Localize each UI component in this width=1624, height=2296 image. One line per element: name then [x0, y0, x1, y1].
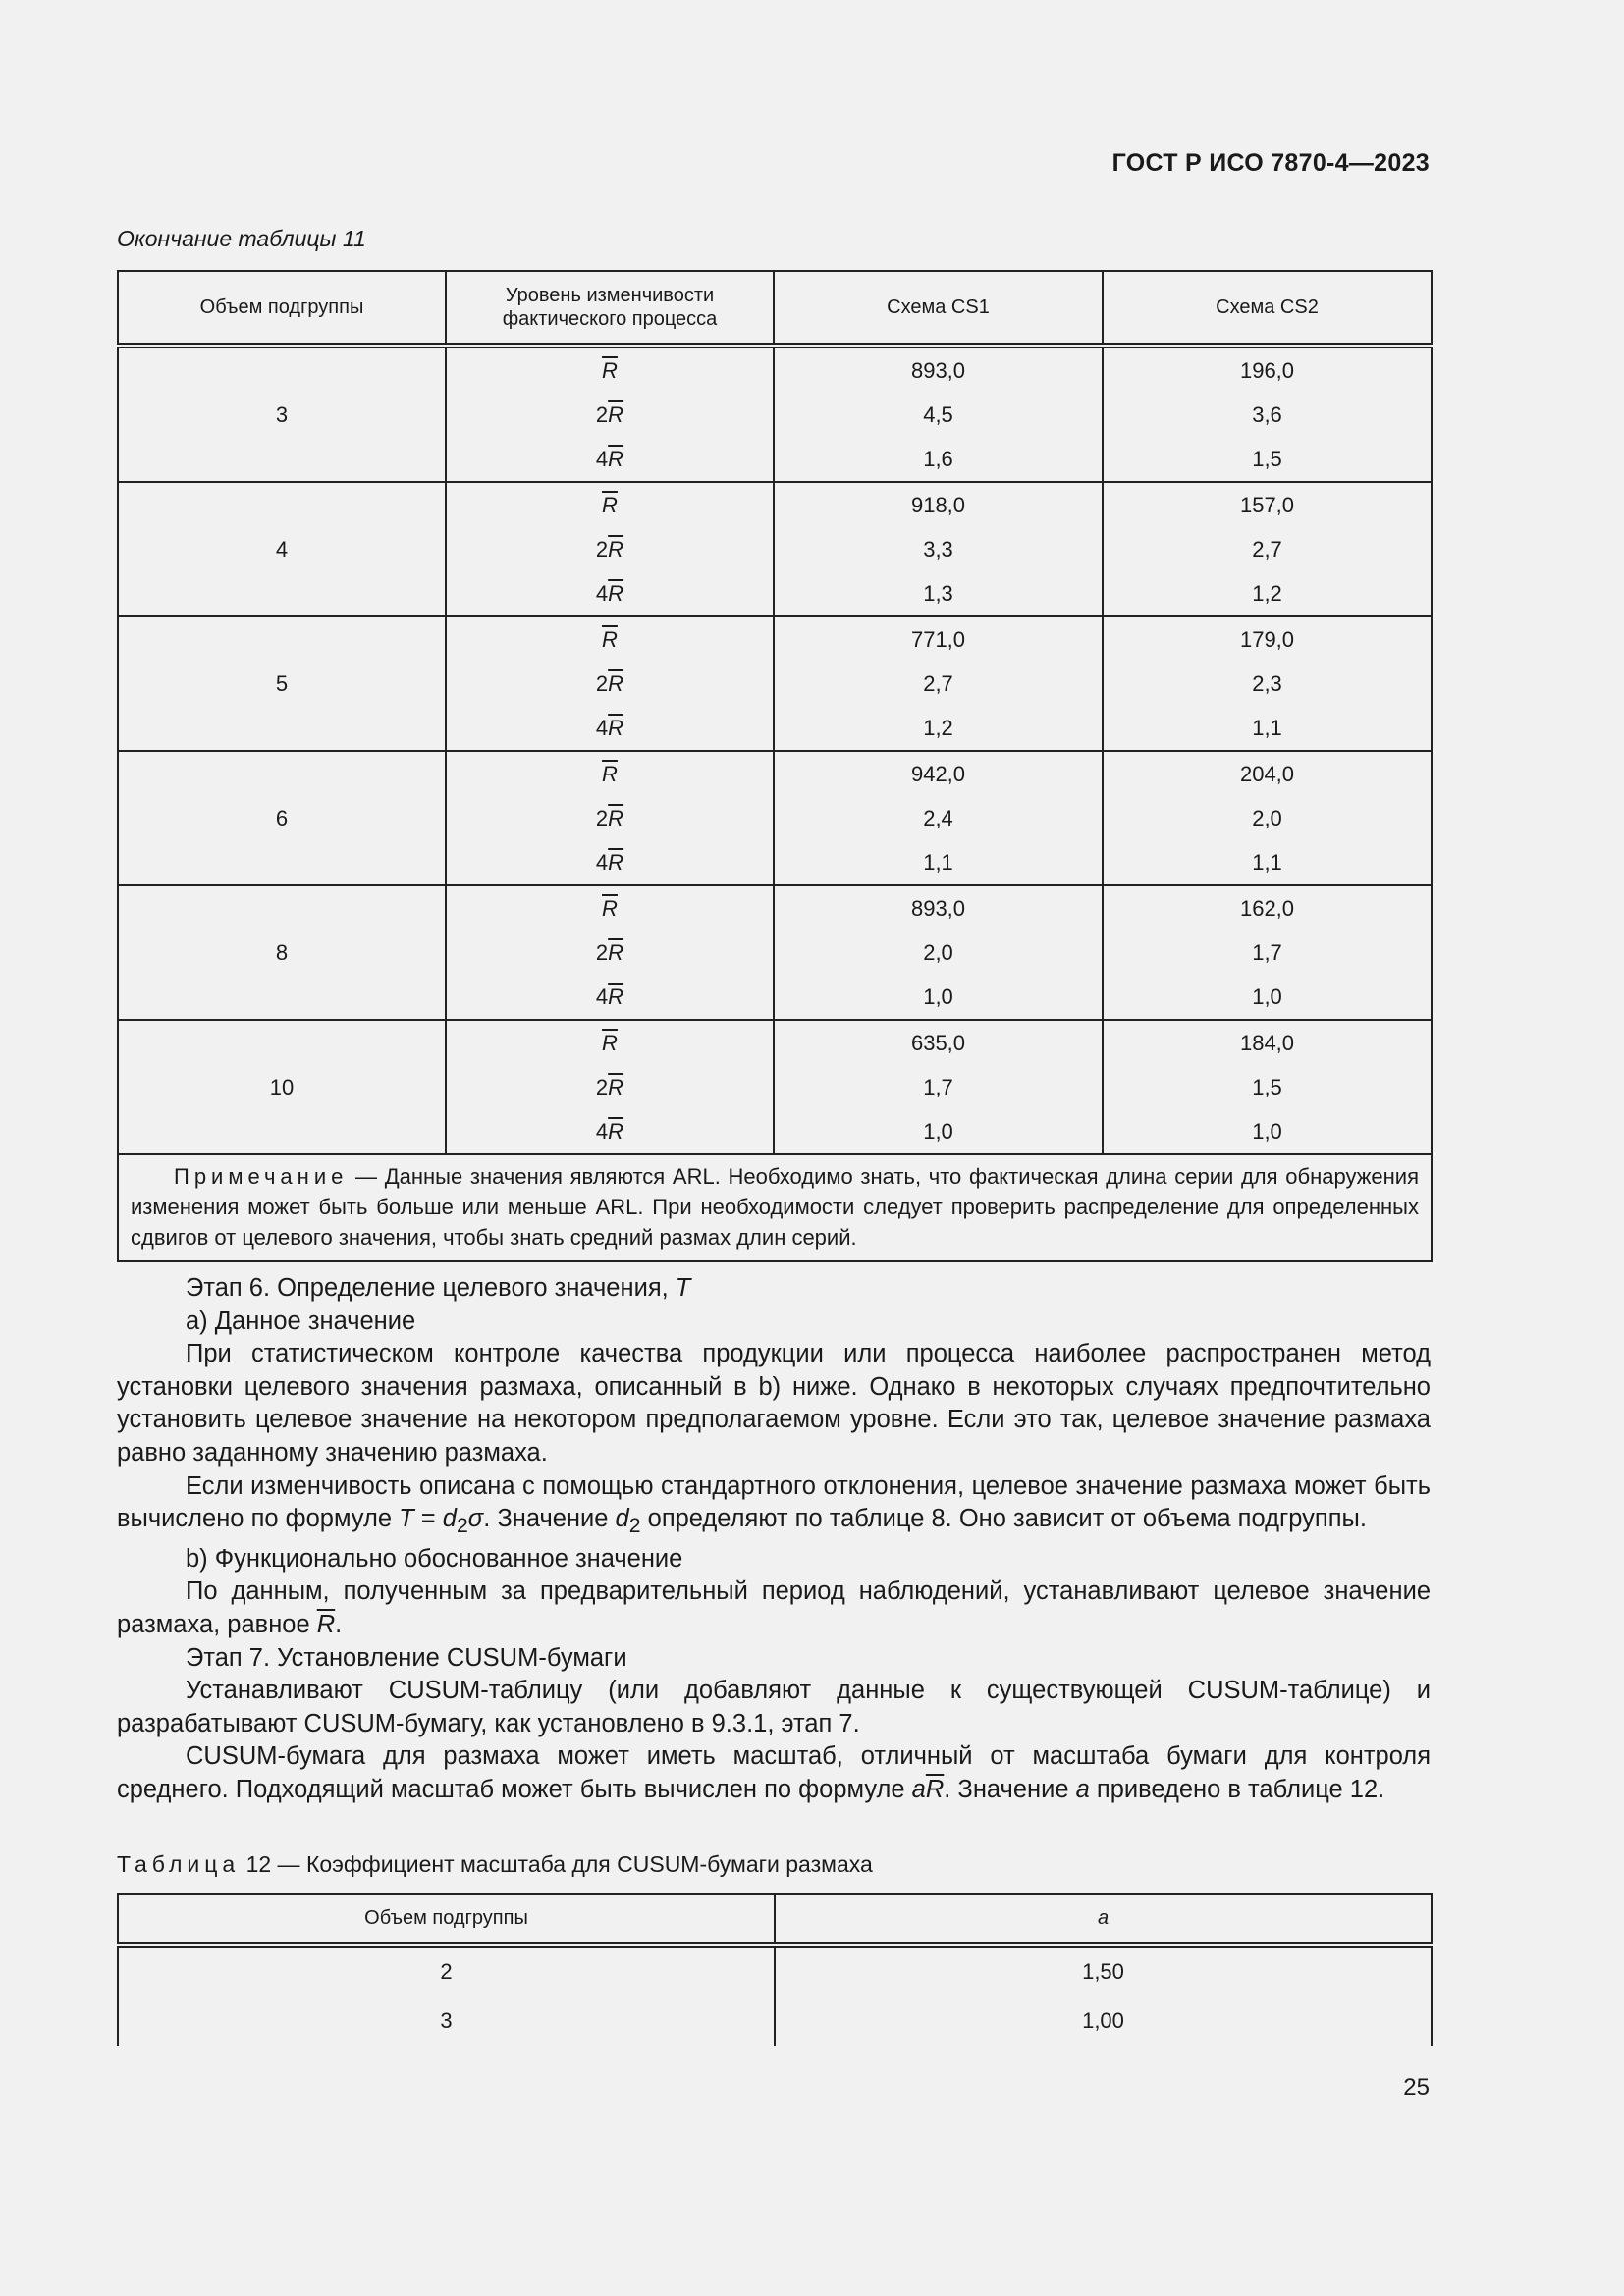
table-11 — [117, 270, 1433, 1262]
table-row — [118, 1997, 1432, 2046]
subgroup-size-cell: 4 — [118, 482, 446, 616]
cs2-value-cell: 2,0 — [1103, 796, 1432, 840]
subgroup-size-cell: 8 — [118, 885, 446, 1020]
cs1-value-cell: 942,0 — [774, 751, 1103, 796]
cs2-value-cell: 157,0 — [1103, 482, 1432, 527]
variability-level-cell: $4\overline{R}$ — [446, 571, 774, 616]
cs1-value-cell: 1,0 — [774, 1109, 1103, 1154]
cs1-value-cell: 2,4 — [774, 796, 1103, 840]
coefficient-a-cell: 1,00 — [775, 1997, 1432, 2046]
table-row — [118, 616, 1432, 662]
cs2-value-cell: 184,0 — [1103, 1020, 1432, 1065]
cs2-value-cell: 1,2 — [1103, 571, 1432, 616]
variability-level-cell: $\overline{R}$ — [446, 885, 774, 931]
variability-level-cell: $\overline{R}$ — [446, 482, 774, 527]
subgroup-size-cell: 3 — [118, 1997, 775, 2046]
note-label: Примечание — [174, 1164, 349, 1189]
paragraph: Этап 6. Определение целевого значения, T — [186, 1274, 691, 1302]
cs1-value-cell: 1,7 — [774, 1065, 1103, 1109]
paragraph: a) Данное значение — [186, 1307, 416, 1335]
cs2-value-cell: 2,7 — [1103, 527, 1432, 571]
cs1-value-cell: 1,0 — [774, 975, 1103, 1020]
coefficient-a-cell: 1,50 — [775, 1945, 1432, 1997]
cs2-value-cell: 1,0 — [1103, 1109, 1432, 1154]
table-row — [118, 482, 1432, 527]
cs2-value-cell: 1,5 — [1103, 437, 1432, 482]
paragraph: Устанавливают CUSUM-таблицу (или добавляют данные к существующей CUSUM-таблице) и разрабатывают CUSUM-бумагу, как установлено в 9.3.1, этап 7. — [117, 1677, 1431, 1737]
body-text — [117, 1272, 1431, 1807]
paragraph: При статистическом контроле качества продукции или процесса наиболее распространен метод установки целевого значения размаха, описанный в b) ниже. Однако в некоторых случаях предпочтительно установить целевое значение на некотором предполагаемом уровне. Если это так, целевое значение размаха равно заданному значению размаха. — [117, 1340, 1431, 1467]
cs2-value-cell: 1,5 — [1103, 1065, 1432, 1109]
cs2-value-cell: 196,0 — [1103, 346, 1432, 393]
cs2-value-cell: 179,0 — [1103, 616, 1432, 662]
paragraph: b) Функционально обоснованное значение — [186, 1544, 683, 1573]
cs2-value-cell: 1,1 — [1103, 706, 1432, 751]
cs1-value-cell: 635,0 — [774, 1020, 1103, 1065]
variability-level-cell: $2\overline{R}$ — [446, 527, 774, 571]
cs2-value-cell: 1,1 — [1103, 840, 1432, 885]
paragraph: Этап 7. Установление CUSUM-бумаги — [186, 1643, 627, 1672]
cs1-value-cell: 918,0 — [774, 482, 1103, 527]
variability-level-cell: $4\overline{R}$ — [446, 706, 774, 751]
variability-level-cell: $\overline{R}$ — [446, 1020, 774, 1065]
variability-level-cell: $4\overline{R}$ — [446, 975, 774, 1020]
cs1-value-cell: 1,6 — [774, 437, 1103, 482]
paragraph: По данным, полученным за предварительный период наблюдений, устанавливают целевое значение размаха, равное $\overline{R}$. — [117, 1577, 1431, 1639]
table-row — [118, 346, 1432, 393]
cs2-value-cell: 2,3 — [1103, 662, 1432, 706]
subgroup-size-cell: 10 — [118, 1020, 446, 1154]
cs1-value-cell: 2,7 — [774, 662, 1103, 706]
paragraph: CUSUM-бумага для размаха может иметь масштаб, отличный от масштаба бумаги для контроля среднего. Подходящий масштаб может быть вычислен по формуле $a\overline{R}$. Значение a приведено в таблице 12. — [117, 1742, 1431, 1803]
cs1-value-cell: 1,1 — [774, 840, 1103, 885]
subgroup-size-cell: 5 — [118, 616, 446, 751]
table-row — [118, 1945, 1432, 1997]
cs1-value-cell: 4,5 — [774, 393, 1103, 437]
cs1-value-cell: 2,0 — [774, 931, 1103, 975]
table-11-caption: Окончание таблицы 11 — [117, 226, 366, 251]
variability-level-cell: $\overline{R}$ — [446, 751, 774, 796]
col-header-variability-level: Уровень изменчивости фактического процесса — [446, 271, 774, 346]
table-row — [118, 1020, 1432, 1065]
variability-level-cell: $2\overline{R}$ — [446, 1065, 774, 1109]
subgroup-size-cell: 2 — [118, 1945, 775, 1997]
variability-level-cell: $4\overline{R}$ — [446, 437, 774, 482]
variability-level-cell: $\overline{R}$ — [446, 616, 774, 662]
variability-level-cell: $2\overline{R}$ — [446, 662, 774, 706]
variability-level-cell: $2\overline{R}$ — [446, 931, 774, 975]
cs1-value-cell: 1,2 — [774, 706, 1103, 751]
cs1-value-cell: 771,0 — [774, 616, 1103, 662]
cs2-value-cell: 162,0 — [1103, 885, 1432, 931]
table-header-row — [118, 271, 1432, 346]
col-header-scheme-cs2: Схема CS2 — [1103, 271, 1432, 346]
col-header-subgroup-size: Объем подгруппы — [118, 271, 446, 346]
note-text: — Данные значения являются ARL. Необходимо знать, что фактическая длина серии для обнаружения изменения может быть больше или меньше ARL. При необходимости следует проверить распределение для определенных сдвигов от целевого значения, чтобы знать средний размах длин серий. — [131, 1164, 1419, 1250]
cs2-value-cell: 204,0 — [1103, 751, 1432, 796]
page-number: 25 — [1403, 2074, 1430, 2101]
paragraph: Если изменчивость описана с помощью стандартного отклонения, целевое значение размаха может быть вычислено по формуле $T = d_2\sigma$. Значение $d_2$ определяют по таблице 8. Оно зависит от объема подгруппы. — [117, 1471, 1431, 1538]
cs2-value-cell: 1,7 — [1103, 931, 1432, 975]
cs2-value-cell: 1,0 — [1103, 975, 1432, 1020]
variability-level-cell: $4\overline{R}$ — [446, 840, 774, 885]
subgroup-size-cell: 6 — [118, 751, 446, 885]
cs1-value-cell: 893,0 — [774, 885, 1103, 931]
col-header-subgroup-size: Объем подгруппы — [118, 1894, 775, 1945]
variability-level-cell: $2\overline{R}$ — [446, 796, 774, 840]
col-header-a: a — [775, 1894, 1432, 1945]
table-12 — [117, 1893, 1433, 2046]
table-row — [118, 885, 1432, 931]
table-12-caption: Таблица 12 — Коэффициент масштаба для CUSUM-бумаги размаха — [117, 1851, 873, 1877]
col-header-scheme-cs1: Схема CS1 — [774, 271, 1103, 346]
table-note — [118, 1154, 1432, 1261]
subgroup-size-cell: 3 — [118, 346, 446, 482]
table-header-row — [118, 1894, 1432, 1945]
table-row — [118, 751, 1432, 796]
variability-level-cell: $\overline{R}$ — [446, 346, 774, 393]
document-code: ГОСТ Р ИСО 7870-4—2023 — [1111, 149, 1430, 177]
cs1-value-cell: 893,0 — [774, 346, 1103, 393]
variability-level-cell: $2\overline{R}$ — [446, 393, 774, 437]
variability-level-cell: $4\overline{R}$ — [446, 1109, 774, 1154]
cs1-value-cell: 1,3 — [774, 571, 1103, 616]
cs2-value-cell: 3,6 — [1103, 393, 1432, 437]
cs1-value-cell: 3,3 — [774, 527, 1103, 571]
